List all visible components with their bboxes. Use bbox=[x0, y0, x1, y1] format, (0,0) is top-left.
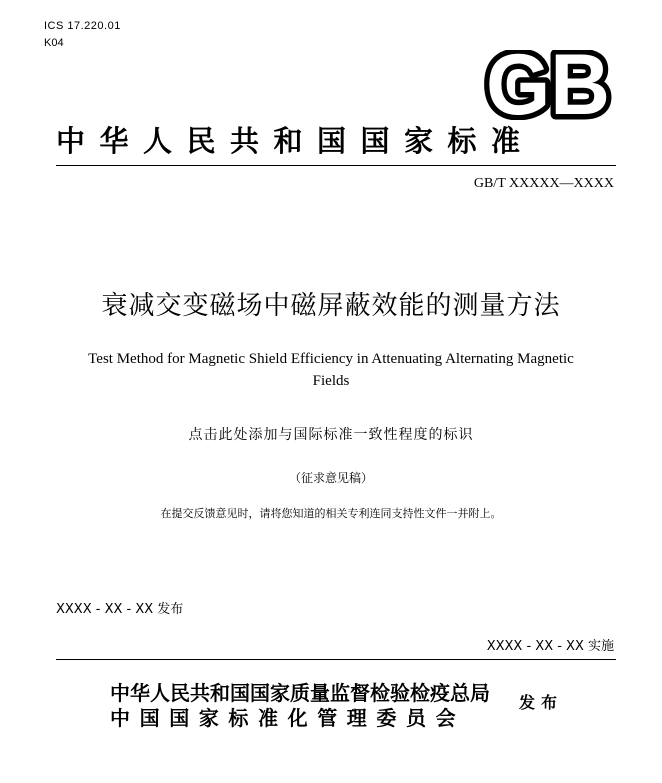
classification-code: K04 bbox=[44, 37, 64, 49]
consistency-note[interactable]: 点击此处添加与国际标准一致性程度的标识 bbox=[188, 427, 474, 443]
gb-logo-text: GB bbox=[486, 50, 610, 120]
bottom-divider bbox=[56, 659, 616, 660]
issuer-sac: 中国国家标准化管理委员会 bbox=[110, 706, 466, 730]
gb-logo bbox=[483, 50, 613, 120]
document-title-en-line2: Fields bbox=[312, 373, 350, 389]
standard-number: GB/T XXXXX—XXXX bbox=[473, 176, 614, 191]
implementation-date: XXXX - XX - XX 实施 bbox=[486, 639, 614, 654]
document-title-cn: 衰减交变磁场中磁屏蔽效能的测量方法 bbox=[101, 291, 561, 321]
document-title-en bbox=[60, 348, 602, 392]
draft-label: （征求意见稿） bbox=[288, 471, 373, 485]
top-divider bbox=[56, 165, 616, 166]
document-title-en-line1: Test Method for Magnetic Shield Efficiency in Attenuating Alternating Magnetic bbox=[88, 351, 574, 367]
publish-label: 发布 bbox=[519, 693, 564, 712]
issuer-aqsiq: 中华人民共和国国家质量监督检验检疫总局 bbox=[110, 681, 490, 705]
national-standard-title: 中华人民共和国国家标准 bbox=[56, 124, 535, 158]
issue-date: XXXX - XX - XX 发布 bbox=[56, 602, 184, 617]
ics-code: ICS 17.220.01 bbox=[44, 20, 121, 32]
patent-notice: 在提交反馈意见时，请将您知道的相关专利连同支持性文件一并附上。 bbox=[160, 507, 502, 520]
